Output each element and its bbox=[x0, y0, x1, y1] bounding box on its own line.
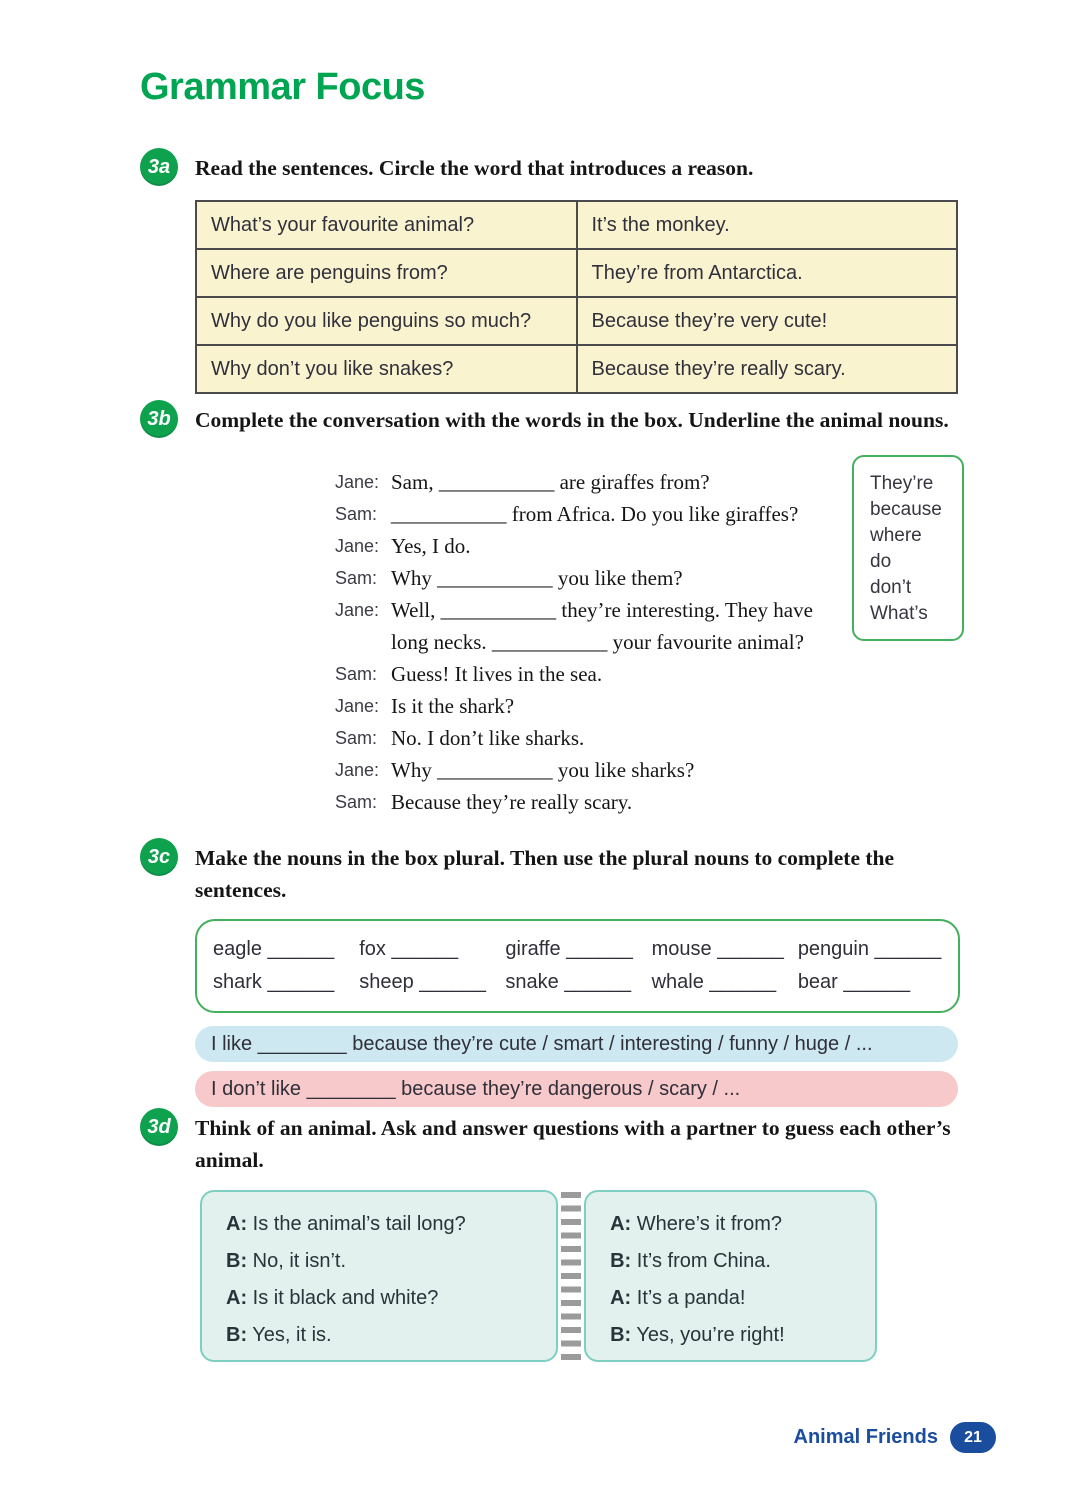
word-box-item: What’s bbox=[870, 603, 928, 624]
instruction-3c: Make the nouns in the box plural. Then use the plural nouns to complete the sentences. bbox=[195, 846, 895, 903]
noun-item: bear ______ bbox=[797, 970, 911, 993]
speaker-label: Sam: bbox=[335, 504, 378, 524]
dialogue-text: Sam, ___________ are giraffes from? bbox=[391, 470, 710, 494]
card-right-lines bbox=[610, 1206, 875, 1354]
card-dialogue-line bbox=[226, 1243, 556, 1280]
section-badge-3d: 3d bbox=[140, 1108, 178, 1146]
dialogue-line bbox=[335, 722, 975, 754]
card-dialogue-text: Is the animal’s tail long? bbox=[247, 1213, 466, 1235]
dialogue-text: Because they’re really scary. bbox=[391, 790, 633, 814]
noun-item: mouse ______ bbox=[651, 937, 784, 960]
card-speaker-label: A: bbox=[226, 1213, 248, 1235]
card-speaker-label: B: bbox=[610, 1250, 632, 1272]
like-sentence-strip: I like ________ because they’re cute / smart / interesting / funny / huge / ... bbox=[195, 1026, 958, 1062]
word-box-item: do bbox=[870, 551, 892, 572]
card-dialogue-line bbox=[226, 1317, 556, 1354]
section-badge-3c: 3c bbox=[140, 838, 178, 876]
qa-table-body bbox=[196, 201, 957, 393]
card-left-lines bbox=[226, 1206, 556, 1354]
noun-item: snake ______ bbox=[505, 970, 632, 993]
dialogue-text: Is it the shark? bbox=[391, 694, 515, 718]
noun-item: fox ______ bbox=[359, 937, 459, 960]
section-3a bbox=[140, 148, 960, 394]
speaker-label: Sam: bbox=[335, 728, 378, 748]
qa-table bbox=[195, 200, 958, 394]
qa-table-row bbox=[196, 249, 957, 297]
qa-table-cell: They’re from Antarctica. bbox=[577, 249, 958, 297]
speaker-label: Jane: bbox=[335, 472, 380, 492]
section-3c bbox=[140, 838, 960, 1107]
qa-table-cell: Because they’re very cute! bbox=[577, 297, 958, 345]
dont-like-sentence-strip: I don’t like ________ because they’re dangerous / scary / ... bbox=[195, 1071, 958, 1107]
speaker-label: Jane: bbox=[335, 760, 380, 780]
card-dialogue-line bbox=[610, 1206, 875, 1243]
instruction-3d: Think of an animal. Ask and answer questions with a partner to guess each other’s animal. bbox=[195, 1116, 951, 1173]
page-title: Grammar Focus bbox=[140, 66, 425, 108]
noun-item: eagle ______ bbox=[213, 937, 335, 960]
section-badge-3b: 3b bbox=[140, 400, 178, 438]
qa-table-cell: Why don’t you like snakes? bbox=[196, 345, 577, 393]
card-dialogue-text: Yes, it is. bbox=[247, 1324, 332, 1346]
card-speaker-label: A: bbox=[610, 1287, 632, 1309]
speaker-label: Jane: bbox=[335, 696, 380, 716]
dialogue-text: Why ___________ you like them? bbox=[391, 566, 683, 590]
word-box-item: because bbox=[870, 499, 942, 520]
dialogue-text: ___________ from Africa. Do you like giraffes? bbox=[391, 502, 799, 526]
card-dialogue-line bbox=[226, 1206, 556, 1243]
section-badge-3a: 3a bbox=[140, 148, 178, 186]
partner-dialogue-card bbox=[200, 1190, 877, 1362]
dialogue-line bbox=[335, 754, 975, 786]
qa-table-cell: Because they’re really scary. bbox=[577, 345, 958, 393]
qa-table-row bbox=[196, 345, 957, 393]
dialogue-line bbox=[335, 658, 975, 690]
qa-table-cell: Why do you like penguins so much? bbox=[196, 297, 577, 345]
card-right-panel bbox=[584, 1190, 877, 1362]
dialogue-text: Why ___________ you like sharks? bbox=[391, 758, 695, 782]
dialogue-line bbox=[335, 690, 975, 722]
noun-box bbox=[195, 919, 960, 1013]
card-left-panel bbox=[200, 1190, 558, 1362]
noun-item: sheep ______ bbox=[359, 970, 486, 993]
noun-item: shark ______ bbox=[213, 970, 335, 993]
card-dialogue-text: Where’s it from? bbox=[631, 1213, 782, 1235]
dialogue-text: No. I don’t like sharks. bbox=[391, 726, 585, 750]
card-dialogue-line bbox=[610, 1280, 875, 1317]
dialogue-text: Well, ___________ they’re interesting. They have bbox=[391, 598, 813, 622]
speaker-label: Sam: bbox=[335, 792, 378, 812]
instruction-3b: Complete the conversation with the words in the box. Underline the animal nouns. bbox=[195, 408, 949, 432]
noun-item: penguin ______ bbox=[797, 937, 942, 960]
card-speaker-label: B: bbox=[610, 1324, 632, 1346]
card-dialogue-line bbox=[610, 1317, 875, 1354]
qa-table-cell: It’s the monkey. bbox=[577, 201, 958, 249]
speaker-label: Jane: bbox=[335, 536, 380, 556]
spiral-binding bbox=[558, 1192, 584, 1360]
speaker-label: Jane: bbox=[335, 600, 380, 620]
dialogue-line bbox=[335, 786, 975, 818]
noun-row-2 bbox=[213, 966, 944, 999]
noun-item: giraffe ______ bbox=[505, 937, 633, 960]
word-box bbox=[852, 455, 964, 641]
noun-item: whale ______ bbox=[651, 970, 777, 993]
dialogue-text: long necks. ___________ your favourite animal? bbox=[391, 630, 804, 654]
card-dialogue-text: No, it isn’t. bbox=[247, 1250, 347, 1272]
card-speaker-label: A: bbox=[610, 1213, 632, 1235]
dialogue-text: Guess! It lives in the sea. bbox=[391, 662, 603, 686]
page-footer bbox=[0, 1422, 996, 1453]
section-3d bbox=[140, 1108, 960, 1177]
qa-table-cell: What’s your favourite animal? bbox=[196, 201, 577, 249]
instruction-3a: Read the sentences. Circle the word that introduces a reason. bbox=[195, 156, 754, 180]
dialogue-text: Yes, I do. bbox=[391, 534, 471, 558]
speaker-label: Sam: bbox=[335, 664, 378, 684]
unit-title: Animal Friends bbox=[793, 1426, 938, 1448]
section-3b bbox=[140, 400, 960, 820]
qa-table-row bbox=[196, 201, 957, 249]
word-box-item: don’t bbox=[870, 577, 912, 598]
qa-table-row bbox=[196, 297, 957, 345]
card-dialogue-text: It’s from China. bbox=[631, 1250, 771, 1272]
card-speaker-label: A: bbox=[226, 1287, 248, 1309]
card-dialogue-text: It’s a panda! bbox=[631, 1287, 746, 1309]
card-dialogue-line bbox=[610, 1243, 875, 1280]
noun-row-1 bbox=[213, 933, 944, 966]
card-dialogue-text: Yes, you’re right! bbox=[631, 1324, 785, 1346]
card-dialogue-text: Is it black and white? bbox=[247, 1287, 439, 1309]
qa-table-cell: Where are penguins from? bbox=[196, 249, 577, 297]
page-number-badge: 21 bbox=[950, 1422, 996, 1453]
speaker-label: Sam: bbox=[335, 568, 378, 588]
word-box-item: where bbox=[870, 525, 922, 546]
card-speaker-label: B: bbox=[226, 1324, 248, 1346]
word-box-item: They’re bbox=[870, 473, 934, 494]
card-speaker-label: B: bbox=[226, 1250, 248, 1272]
speaker-label bbox=[335, 626, 391, 658]
card-dialogue-line bbox=[226, 1280, 556, 1317]
